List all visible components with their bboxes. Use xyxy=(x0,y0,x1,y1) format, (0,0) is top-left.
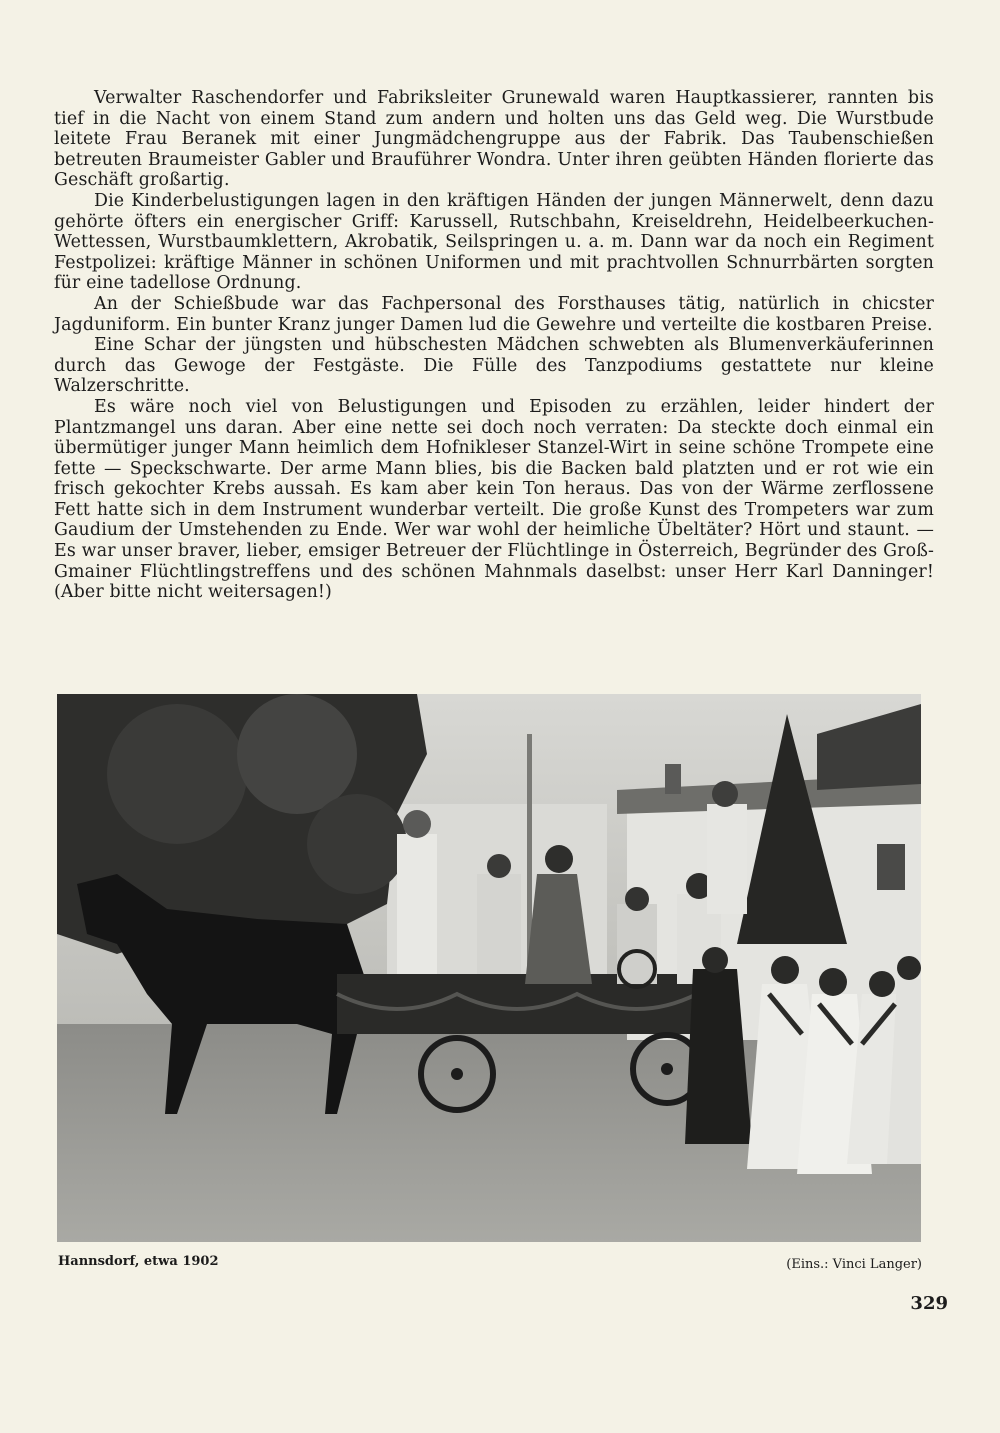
paragraph-1: Verwalter Raschendorfer und Fabriksleiter Grunewald waren Hauptkassierer, rannten bis tief in die Nacht von einem Stand zum andern und holten uns das Geld weg. Die Wurstbude leitete Frau Beranek mit einer Jungmädchengruppe aus der Fabrik. Das Taubenschießen betreuten Braumeister Gabler und Brauführer Wondra. Unter ihren geübten Händen florierte das Geschäft großartig. xyxy=(54,88,934,191)
chimney xyxy=(665,764,681,794)
photo-credit: (Eins.: Vinci Langer) xyxy=(786,1257,922,1272)
paragraph-2: Die Kinderbelustigungen lagen in den kräftigen Händen der jungen Männerwelt, denn dazu gehörte öfters ein energischer Griff: Karussell, Rutschbahn, Kreiseldrehn, Heidelbeerkuchen-Wettessen, Wurstbaumklettern, Akrobatik, Seilspringen u. a. m. Dann war da noch ein Regiment Festpolizei: kräftige Männer in schönen Uniformen und mit prachtvollen Schnurrbärten sorgten für eine tadellose Ordnung. xyxy=(54,190,934,294)
historic-photo xyxy=(57,694,921,1242)
paragraph-5: Es wäre noch viel von Belustigungen und Episoden zu erzählen, leider hindert der Plantzmangel uns daran. Aber eine nette sei doch noch verraten: Da steckte doch einmal ein übermütiger junger Mann heimlich dem Hofnikleser Stanzel-Wirt in seine schöne Trompete eine fette — Speckschwarte. Der arme Mann blies, bis die Backen bald platzten und er rot wie ein frisch gekochter Krebs aussah. Es kam aber kein Ton heraus. Das von der Wärme zerflossene Fett hatte sich in dem Instrument wunderbar verteilt. Die große Kunst des Trompeters war zum Gaudium der Umstehenden zu Ende. Wer war wohl der heimliche Übeltäter? Hört und staunt. — Es war unser braver, lieber, emsiger Betreuer der Flüchtlinge in Österreich, Begründer des Groß-Gmainer Flüchtlingstreffens und des schönen Mahnmals daselbst: unser Herr Karl Danninger! (Aber bitte nicht weitersagen!) xyxy=(54,396,934,603)
paragraph-3: An der Schießbude war das Fachpersonal des Forsthauses tätig, natürlich in chicster Jagduniform. Ein bunter Kranz junger Damen lud die Gewehre und verteilte die kostbaren Preise. xyxy=(54,293,934,335)
man-standing xyxy=(397,834,437,974)
window xyxy=(877,844,905,890)
girl-figure xyxy=(477,874,521,974)
photo-illustration xyxy=(57,694,921,1242)
body-text xyxy=(54,88,934,603)
photo-caption: Hannsdorf, etwa 1902 xyxy=(58,1254,219,1269)
page-number: 329 xyxy=(910,1293,948,1314)
paragraph-4: Eine Schar der jüngsten und hübschesten Mädchen schwebten als Blumenverkäuferinnen durch das Gewoge der Festgäste. Die Fülle des Tanzpodiums gestattete nur kleine Walzerschritte. xyxy=(54,335,934,397)
